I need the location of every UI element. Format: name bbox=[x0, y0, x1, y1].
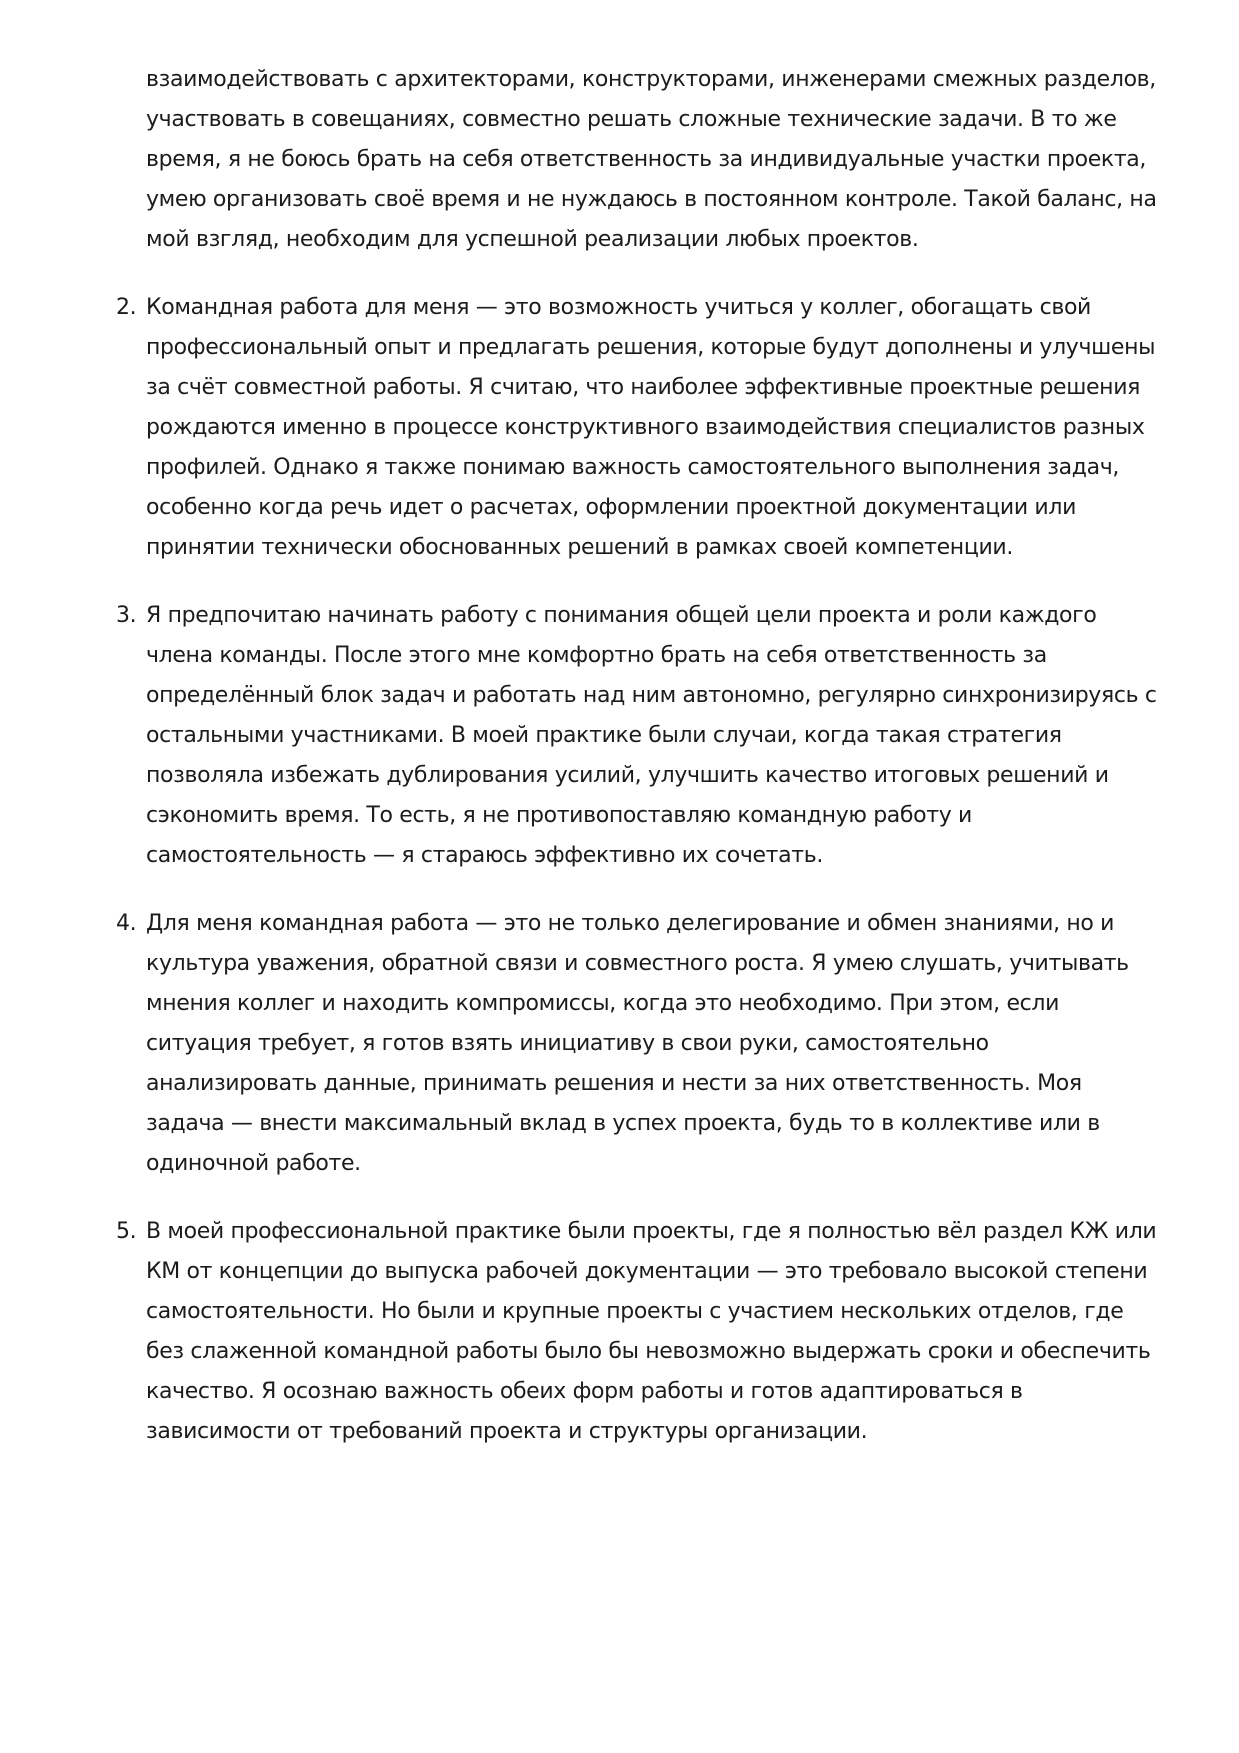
document-body bbox=[116, 60, 1166, 1452]
list-item-text: Командная работа для меня — это возможность учиться у коллег, обогащать свой профессиональный опыт и предлагать решения, которые будут дополнены и улучшены за счёт совместной работы. Я считаю, что наиболее эффективные проектные решения рождаются именно в процессе конструктивного взаимодействия специалистов разных профилей. Однако я также понимаю важность самостоятельного выполнения задач, особенно когда речь идет о расчетах, оформлении проектной документации или принятии технически обоснованных решений в рамках своей компетенции. bbox=[146, 295, 1156, 560]
list-item-number: 4. bbox=[116, 911, 137, 936]
list-item-text: Я предпочитаю начинать работу с понимания общей цели проекта и роли каждого члена команды. После этого мне комфортно брать на себя ответственность за определённый блок задач и работать над ним автономно, регулярно синхронизируясь с остальными участниками. В моей практике были случаи, когда такая стратегия позволяла избежать дублирования усилий, улучшить качество итоговых решений и сэкономить время. То есть, я не противопоставляю командную работу и самостоятельность — я стараюсь эффективно их сочетать. bbox=[146, 603, 1157, 868]
list-item-5 bbox=[116, 1212, 1166, 1452]
list-item-number: 3. bbox=[116, 603, 137, 628]
list-item-text: В моей профессиональной практике были проекты, где я полностью вёл раздел КЖ или КМ от концепции до выпуска рабочей документации — это требовало высокой степени самостоятельности. Но были и крупные проекты с участием нескольких отделов, где без слаженной командной работы было бы невозможно выдержать сроки и обеспечить качество. Я осознаю важность обеих форм работы и готов адаптироваться в зависимости от требований проекта и структуры организации. bbox=[146, 1219, 1157, 1444]
paragraph-spacer bbox=[146, 568, 1166, 596]
list-item-number: 2. bbox=[116, 295, 137, 320]
paragraph-spacer bbox=[146, 1184, 1166, 1212]
list-item-2 bbox=[116, 288, 1166, 568]
list-item-3 bbox=[116, 596, 1166, 876]
paragraph-spacer bbox=[146, 876, 1166, 904]
list-item-number: 5. bbox=[116, 1219, 137, 1244]
lead-paragraph: взаимодействовать с архитекторами, конструкторами, инженерами смежных разделов, участвовать в совещаниях, совместно решать сложные технические задачи. В то же время, я не боюсь брать на себя ответственность за индивидуальные участки проекта, умею организовать своё время и не нуждаюсь в постоянном контроле. Такой баланс, на мой взгляд, необходим для успешной реализации любых проектов. bbox=[146, 67, 1157, 252]
paragraph-spacer bbox=[146, 260, 1166, 288]
list-item-text: Для меня командная работа — это не только делегирование и обмен знаниями, но и культура уважения, обратной связи и совместного роста. Я умею слушать, учитывать мнения коллег и находить компромиссы, когда это необходимо. При этом, если ситуация требует, я готов взять инициативу в свои руки, самостоятельно анализировать данные, принимать решения и нести за них ответственность. Моя задача — внести максимальный вклад в успех проекта, будь то в коллективе или в одиночной работе. bbox=[146, 911, 1129, 1176]
list-item-4 bbox=[116, 904, 1166, 1184]
numbered-list bbox=[116, 288, 1166, 1452]
